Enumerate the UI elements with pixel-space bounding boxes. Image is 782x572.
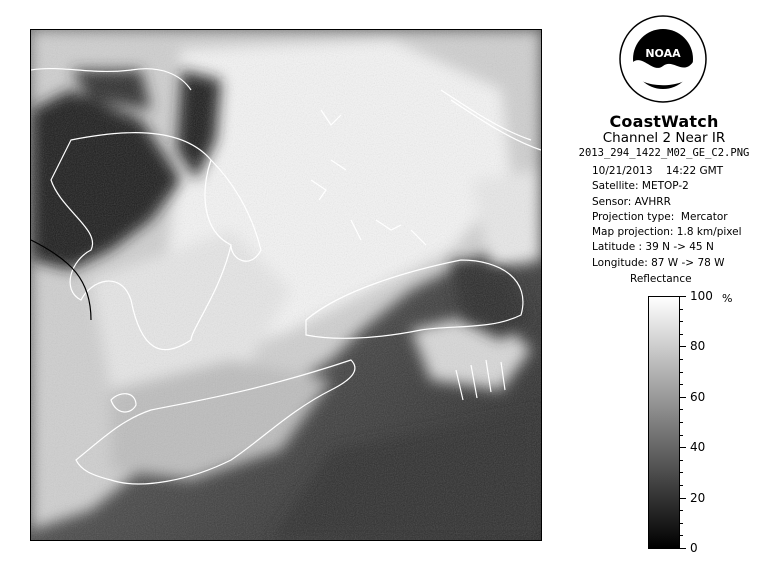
image-noise — [31, 30, 541, 540]
colorbar-tick — [680, 296, 686, 297]
colorbar-minor-tick — [680, 334, 683, 335]
colorbar-minor-tick — [680, 359, 683, 360]
colorbar-minor-tick — [680, 485, 683, 486]
colorbar-tick — [680, 548, 686, 549]
colorbar-tick — [680, 397, 686, 398]
colorbar-minor-tick — [680, 372, 683, 373]
colorbar-tick-label: 80 — [690, 339, 706, 354]
satellite: Satellite: METOP-2 — [592, 180, 689, 193]
sensor: Sensor: AVHRR — [592, 195, 671, 208]
reflectance-colorbar — [648, 296, 680, 549]
longitude-range: Longitude: 87 W -> 78 W — [592, 256, 725, 269]
map-projection: Map projection: 1.8 km/pixel — [592, 226, 742, 239]
colorbar-minor-tick — [680, 321, 683, 322]
colorbar-minor-tick — [680, 309, 683, 310]
colorbar-tick — [680, 346, 686, 347]
colorbar-tick-label: 100 — [690, 289, 713, 303]
colorbar-minor-tick — [680, 535, 683, 536]
colorbar-minor-tick — [680, 422, 683, 423]
colorbar-minor-tick — [680, 384, 683, 385]
channel-subtitle: Channel 2 Near IR — [602, 130, 726, 146]
product-title: CoastWatch — [609, 112, 719, 131]
colorbar-tick-label: 40 — [690, 440, 706, 455]
colorbar-minor-tick — [680, 510, 683, 511]
datetime: 10/21/2013 14:22 GMT — [592, 165, 724, 177]
colorbar-minor-tick — [680, 523, 683, 524]
image-details — [592, 164, 742, 271]
latitude-range: Latitude : 39 N -> 45 N — [592, 241, 714, 254]
colorbar-tick — [680, 498, 686, 499]
colorbar-ticks — [680, 289, 740, 555]
file-name: 2013_294_1422_M02_GE_C2.PNG — [578, 147, 750, 159]
satellite-map — [30, 29, 542, 541]
satellite-image — [31, 30, 541, 540]
colorbar-tick-label: 20 — [690, 490, 706, 505]
colorbar-minor-tick — [680, 472, 683, 473]
colorbar-tick — [680, 447, 686, 448]
colorbar-tick-label: 0 — [690, 541, 698, 555]
colorbar-label: Reflectance — [630, 273, 692, 285]
projection-type: Projection type: Mercator — [592, 210, 728, 223]
logo-text: NOAA — [645, 47, 681, 60]
colorbar-minor-tick — [680, 409, 683, 410]
colorbar-minor-tick — [680, 460, 683, 461]
colorbar-tick-label: 60 — [690, 389, 706, 404]
noaa-logo — [618, 14, 708, 104]
colorbar-unit: % — [722, 292, 733, 305]
colorbar-minor-tick — [680, 435, 683, 436]
